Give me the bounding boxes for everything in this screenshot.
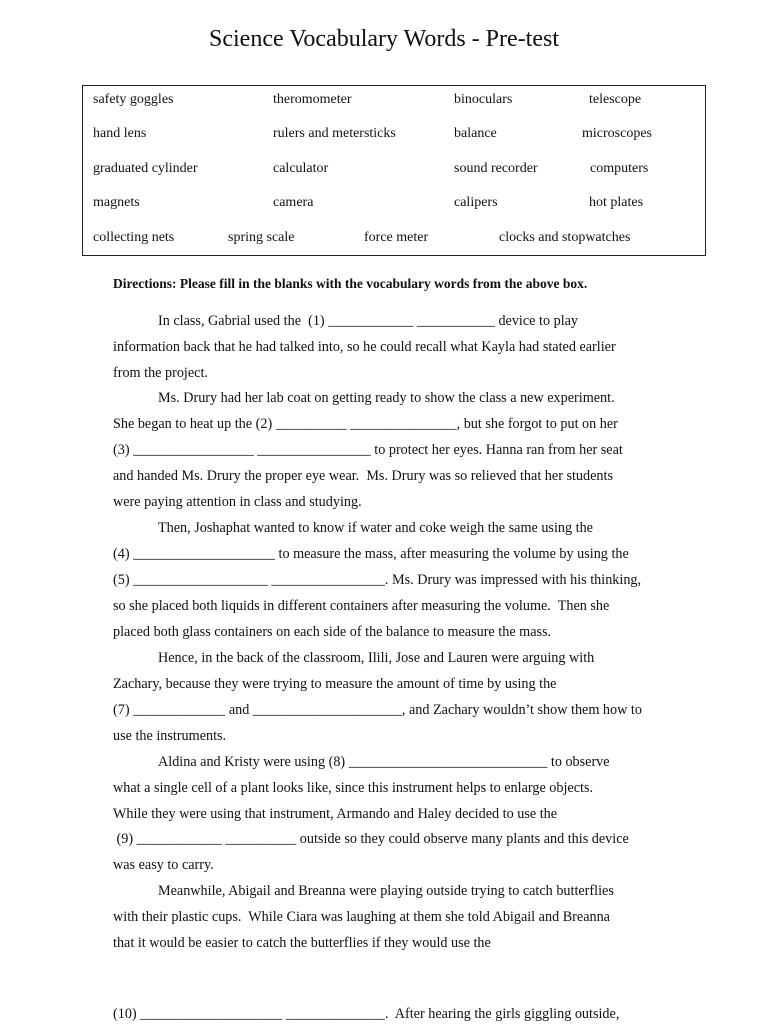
paragraph-line: what a single cell of a plant looks like, since this instrument helps to enlarge objects.: [113, 780, 594, 796]
paragraph-line: Then, Joshaphat wanted to know if water and coke weigh the same using the: [158, 520, 593, 536]
vocab-word: rulers and metersticks: [273, 126, 396, 141]
page-title: Science Vocabulary Words - Pre-test: [209, 26, 559, 52]
paragraph-line: Meanwhile, Abigail and Breanna were playing outside trying to catch butterflies: [158, 883, 614, 899]
vocab-word: balance: [454, 126, 497, 141]
vocab-word: force meter: [364, 230, 429, 245]
vocab-word: theromometer: [273, 92, 352, 107]
paragraph-line: information back that he had talked into, so he could recall what Kayla had stated earlier: [113, 339, 616, 355]
vocab-word: sound recorder: [454, 161, 538, 176]
vocab-word: safety goggles: [93, 92, 174, 107]
paragraph-line: was easy to carry.: [113, 857, 214, 873]
vocab-word: camera: [273, 195, 314, 210]
vocab-word: microscopes: [582, 126, 652, 141]
paragraph-line: (9) ____________ __________ outside so they could observe many plants and this device: [113, 831, 629, 847]
paragraph-line: (3) _________________ ________________ to protect her eyes. Hanna ran from her seat: [113, 442, 623, 458]
vocab-word: graduated cylinder: [93, 161, 198, 176]
vocab-word: binoculars: [454, 92, 513, 107]
vocab-word: computers: [590, 161, 649, 176]
paragraph-line: Zachary, because they were trying to measure the amount of time by using the: [113, 676, 557, 692]
vocab-word: telescope: [589, 92, 642, 107]
paragraph-line: (5) ___________________ ________________. Ms. Drury was impressed with his thinking,: [113, 572, 642, 588]
paragraph-line: (7) _____________ and _____________________, and Zachary wouldn’t show them how to: [113, 702, 642, 718]
vocab-word: clocks and stopwatches: [499, 230, 631, 245]
vocab-word: magnets: [93, 195, 140, 210]
paragraph-line: In class, Gabrial used the (1) ____________ ___________ device to play: [158, 313, 579, 329]
vocab-word: calipers: [454, 195, 498, 210]
paragraph-line: with their plastic cups. While Ciara was laughing at them she told Abigail and Breanna: [113, 909, 610, 925]
paragraph-line: (4) ____________________ to measure the mass, after measuring the volume by using the: [113, 546, 629, 562]
paragraph-line: and handed Ms. Drury the proper eye wear. Ms. Drury was so relieved that her students: [113, 468, 613, 484]
vocab-word: hand lens: [93, 126, 147, 141]
paragraph-line: (10) ____________________ ______________. After hearing the girls giggling outside,: [113, 1006, 620, 1022]
paragraph-line: Ms. Drury had her lab coat on getting ready to show the class a new experiment.: [158, 390, 615, 406]
paragraph-line: so she placed both liquids in different containers after measuring the volume. Then she: [113, 598, 610, 614]
directions-text: Directions: Please fill in the blanks with the vocabulary words from the above box.: [113, 276, 588, 291]
vocabulary-word-box: [82, 85, 706, 256]
paragraph-line: from the project.: [113, 365, 208, 381]
paragraph-line: Hence, in the back of the classroom, Ilili, Jose and Lauren were arguing with: [158, 650, 595, 666]
vocab-word: hot plates: [589, 195, 644, 210]
paragraph-line: placed both glass containers on each side of the balance to measure the mass.: [113, 624, 552, 640]
paragraph-line: Aldina and Kristy were using (8) ____________________________ to observe: [158, 754, 610, 770]
vocab-word: calculator: [273, 161, 329, 176]
vocab-word: collecting nets: [93, 230, 175, 245]
paragraph-line: that it would be easier to catch the butterflies if they would use the: [113, 935, 491, 951]
vocab-word: spring scale: [228, 230, 295, 245]
paragraph-line: use the instruments.: [113, 728, 227, 744]
paragraph-line: While they were using that instrument, Armando and Haley decided to use the: [113, 806, 558, 822]
paragraph-line: She began to heat up the (2) __________ _______________, but she forgot to put on her: [113, 416, 618, 432]
paragraph-line: were paying attention in class and studying.: [113, 494, 362, 510]
